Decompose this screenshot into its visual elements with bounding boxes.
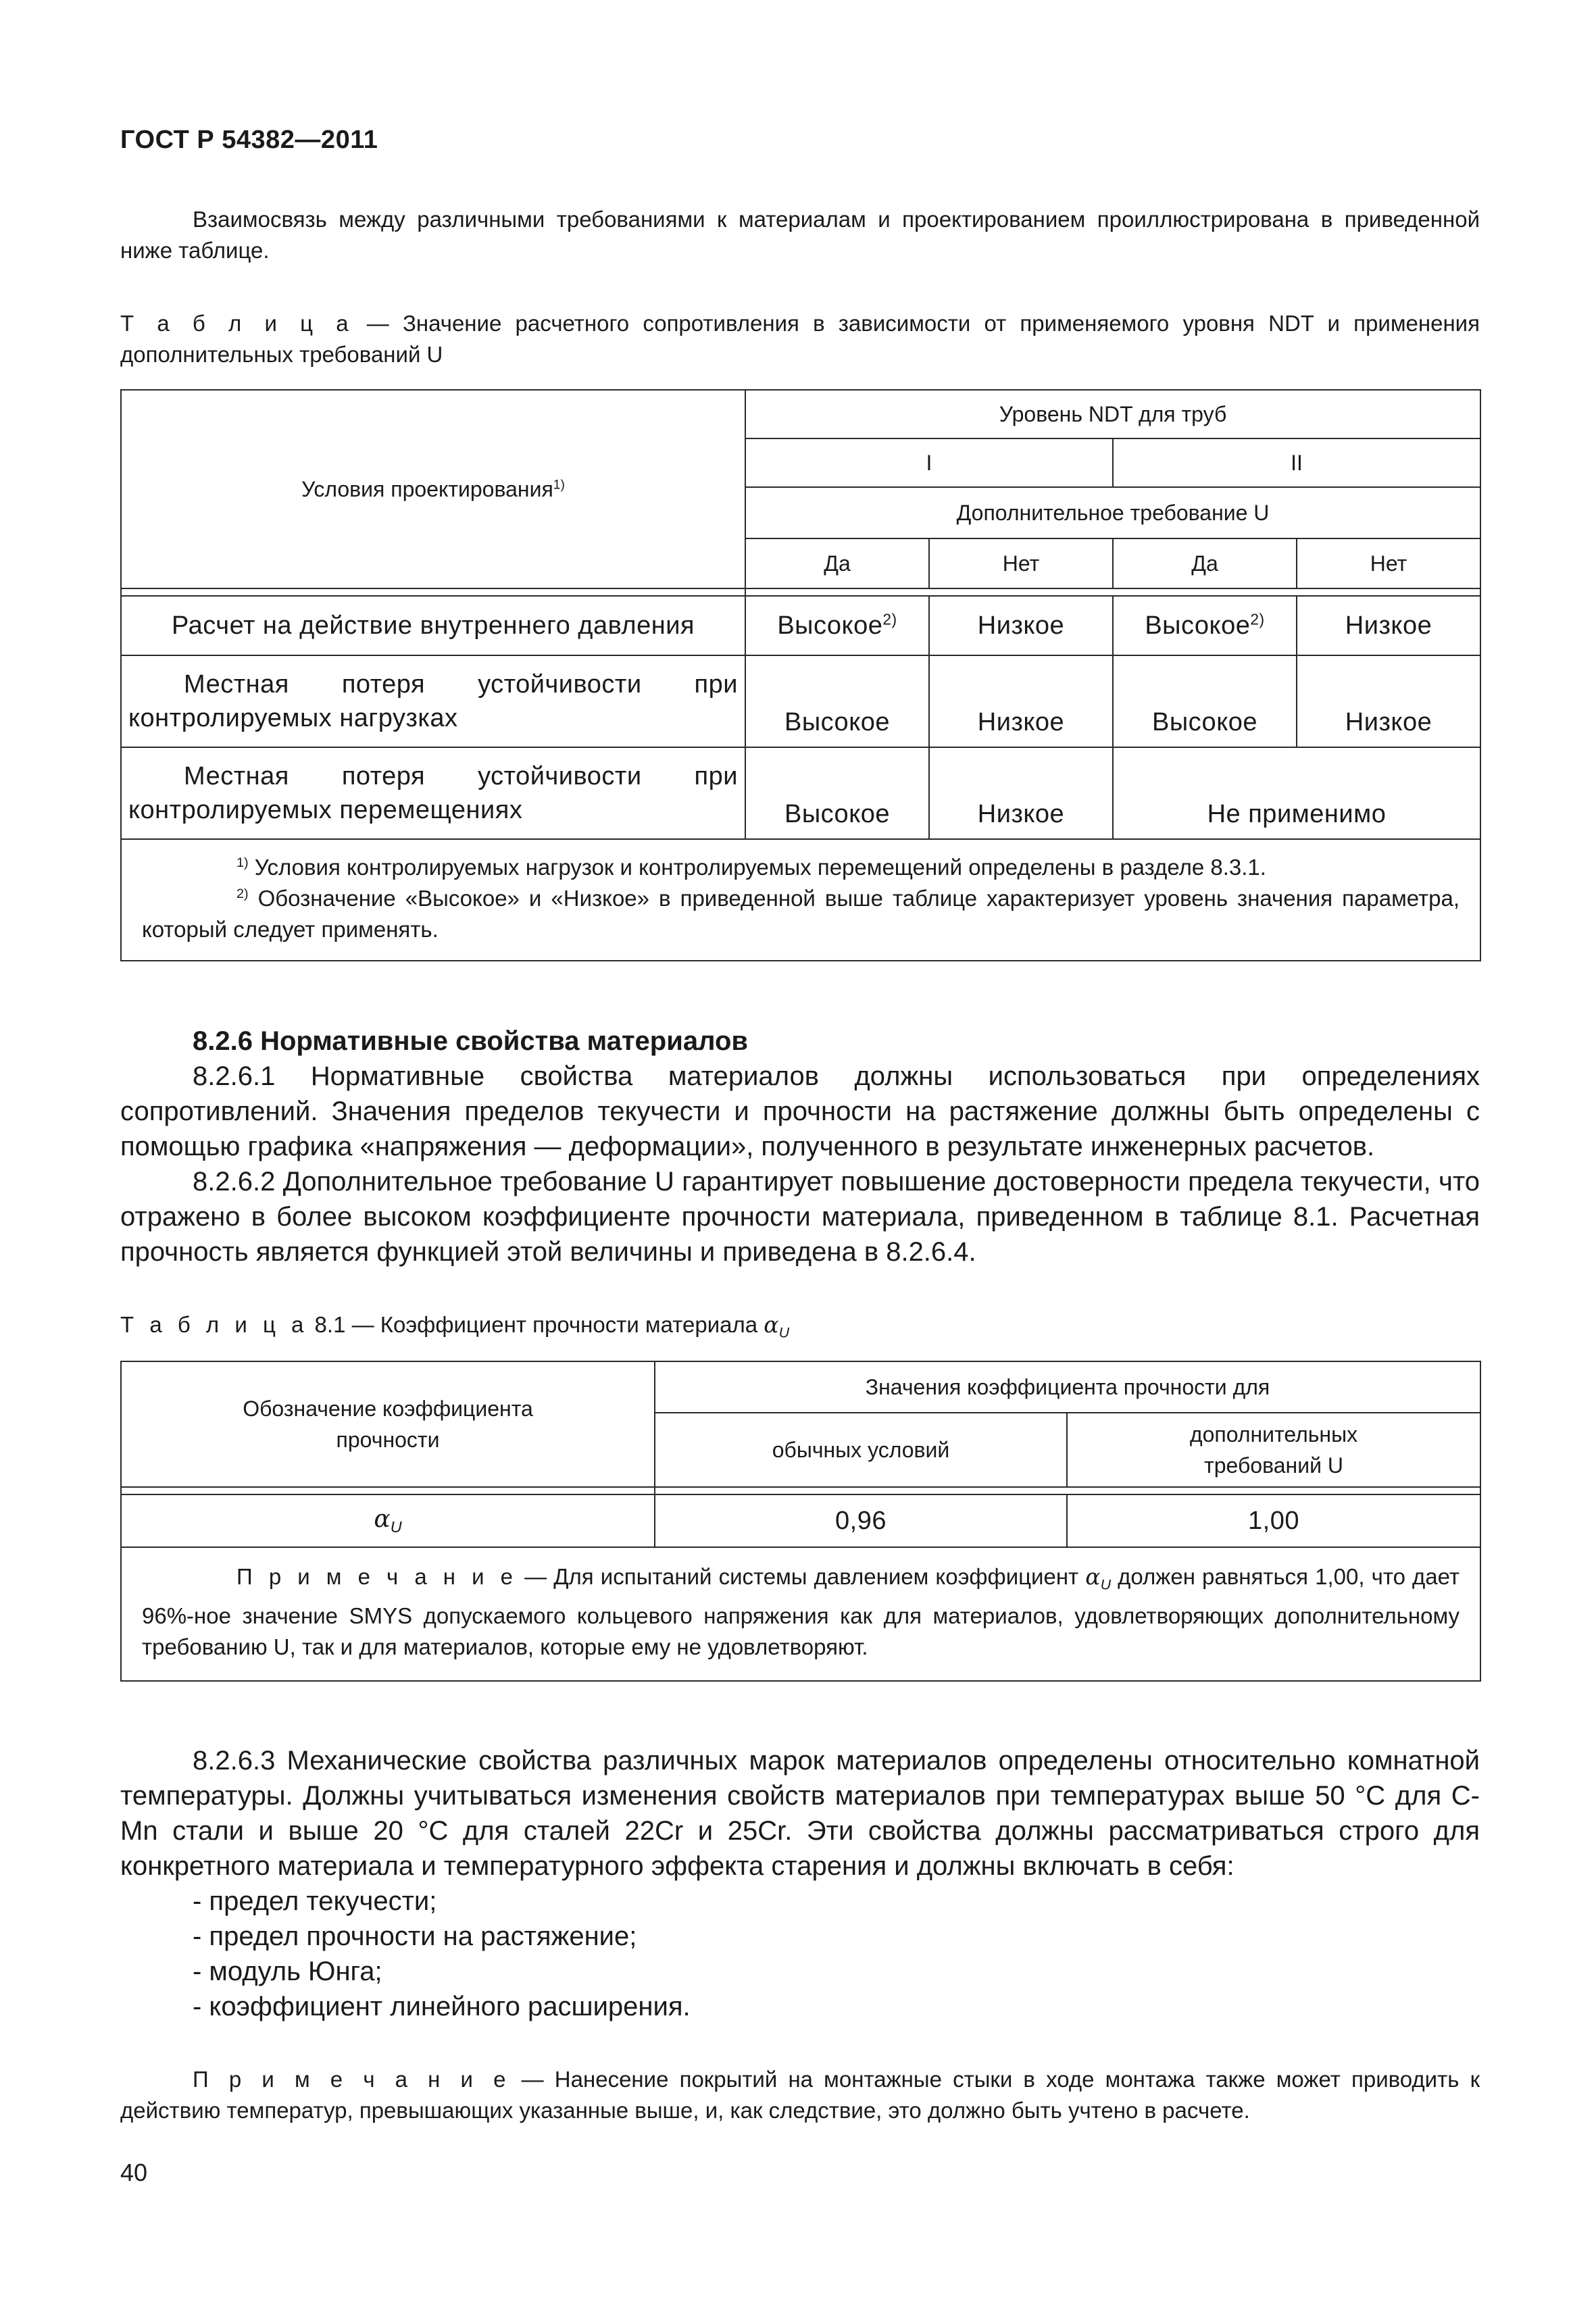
alpha-u-cell: $\alpha_U$	[121, 1494, 655, 1547]
cell-value: Высокое$^{2)}$	[745, 596, 929, 655]
paragraph-8-2-6-3: 8.2.6.3 Механические свойства различных марок материалов определены относительно комнатной температуры. Должны учитываться изменения свойств материалов при температурах выше 50 °С для C-Mn стали и выше 20 °С для сталей 22Cr и 25Cr. Эти свойства должны рассматриваться строго для конкретного материала и температурного эффекта старения и должны включать в себя:	[120, 1746, 1480, 1881]
cell-value: Низкое	[929, 596, 1113, 655]
cell-value: Высокое	[1113, 655, 1297, 747]
value-supplementary: 1,00	[1067, 1494, 1480, 1547]
value-normal: 0,96	[655, 1494, 1067, 1547]
cell-value: Высокое	[745, 747, 929, 839]
cell-not-applicable: Не применимо	[1113, 747, 1480, 839]
list-item: - предел прочности на растяжение;	[193, 1921, 637, 1951]
footnote-2: $^{2)}$ Обозначение «Высокое» и «Низкое» в приведенной выше таблице характеризует уровень значения параметра, который следует применять.	[142, 886, 1460, 942]
header-ndt-level: Уровень NDT для труб	[745, 390, 1480, 438]
properties-list	[120, 1884, 1480, 2024]
final-note: П р и м е ч а н и е — Нанесение покрытий на монтажные стыки в ходе монтажа также может приводить к действию температур, превышающих указанные выше, и, как следствие, это должно быть учтено в расчете.	[120, 2067, 1480, 2123]
table-row	[121, 596, 1480, 655]
list-item: - коэффициент линейного расширения.	[193, 1992, 691, 2021]
header-normal-conditions: обычных условий	[655, 1413, 1067, 1487]
header-no-2: Нет	[1297, 538, 1480, 588]
page-number: 40	[120, 2159, 148, 2186]
table-row	[121, 655, 1480, 747]
table1-caption-label: Т а б л и ц а	[120, 311, 353, 336]
header-factor-designation: Обозначение коэффициента прочности	[121, 1361, 655, 1487]
intro-text: Взаимосвязь между различными требованиями к материалам и проектированием проиллюстрирована в приведенной ниже таблице.	[120, 207, 1480, 263]
paragraph-8-2-6-2: 8.2.6.2 Дополнительное требование U гарантирует повышение достоверности предела текучести, что отражено в более высоком коэффициенте прочности материала, приведенном в таблице 8.1. Расчетная прочность является функцией этой величины и приведена в 8.2.6.4.	[120, 1167, 1480, 1267]
table1-caption	[120, 308, 1480, 370]
footnote-1: $^{1)}$ Условия контролируемых нагрузок и контролируемых перемещений определены в разделе 8.3.1.	[236, 855, 1266, 880]
section-heading: 8.2.6 Нормативные свойства материалов	[193, 1026, 748, 1056]
header-yes-1: Да	[745, 538, 929, 588]
list-item: - модуль Юнга;	[193, 1957, 382, 1986]
cell-value: Низкое	[1297, 596, 1480, 655]
table-row	[121, 1494, 1480, 1547]
cell-value: Низкое	[929, 747, 1113, 839]
table1-wrapper	[120, 389, 1481, 961]
header-level-2: II	[1113, 438, 1480, 487]
header-supplementary: Дополнительное требование U	[745, 487, 1480, 538]
material-strength-factor-table	[120, 1361, 1481, 1682]
paragraph-8-2-6-1: 8.2.6.1 Нормативные свойства материалов должны использоваться при определениях сопротивлений. Значения пределов текучести и прочности на растяжение должны быть определены с помощью графика «напряжения — деформации», полученного в результате инженерных расчетов.	[120, 1061, 1480, 1161]
row-label: Местная потеря устойчивости при контролируемых нагрузках	[121, 655, 745, 747]
cell-value: Высокое	[745, 655, 929, 747]
header-no-1: Нет	[929, 538, 1113, 588]
header-supplementary-u: дополнительных требований U	[1067, 1413, 1480, 1487]
table81-wrapper	[120, 1361, 1481, 1682]
header-yes-2: Да	[1113, 538, 1297, 588]
paragraph-8-2-6-3-block	[120, 1743, 1480, 2024]
table81-caption: Т а б л и ц а 8.1 — Коэффициент прочности материала $\alpha_U$	[120, 1311, 790, 1341]
alpha-u-symbol: $\alpha_U$	[764, 1311, 790, 1341]
design-resistance-table	[120, 389, 1481, 961]
header-values: Значения коэффициента прочности для	[655, 1361, 1480, 1413]
header-level-1: I	[745, 438, 1113, 487]
document-standard-id: ГОСТ Р 54382—2011	[120, 126, 378, 154]
list-item: - предел текучести;	[193, 1886, 437, 1916]
cell-value: Низкое	[1297, 655, 1480, 747]
header-design-conditions: Условия проектирования$^{1)}$	[121, 390, 745, 588]
section-8-2-6	[120, 1024, 1480, 1269]
table81-note: П р и м е ч а н и е — Для испытаний системы давлением коэффициент $\alpha_U$ должен равняться 1,00, что дает 96%-ное значение SMYS допускаемого кольцевого напряжения как для материалов, удовлетворяющих дополнительному требованию U, так и для материалов, которые ему не удовлетворяют.	[121, 1547, 1480, 1681]
cell-value: Высокое$^{2)}$	[1113, 596, 1297, 655]
cell-value: Низкое	[929, 655, 1113, 747]
table1-caption-text: — Значение расчетного сопротивления в зависимости от применяемого уровня NDT и применения дополнительных требований U	[120, 311, 1480, 367]
row-label: Расчет на действие внутреннего давления	[121, 596, 745, 655]
table-row	[121, 747, 1480, 839]
document-page	[120, 0, 1480, 2314]
intro-paragraph	[120, 204, 1480, 266]
table1-footnotes	[121, 839, 1480, 961]
row-label: Местная потеря устойчивости при контролируемых перемещениях	[121, 747, 745, 839]
